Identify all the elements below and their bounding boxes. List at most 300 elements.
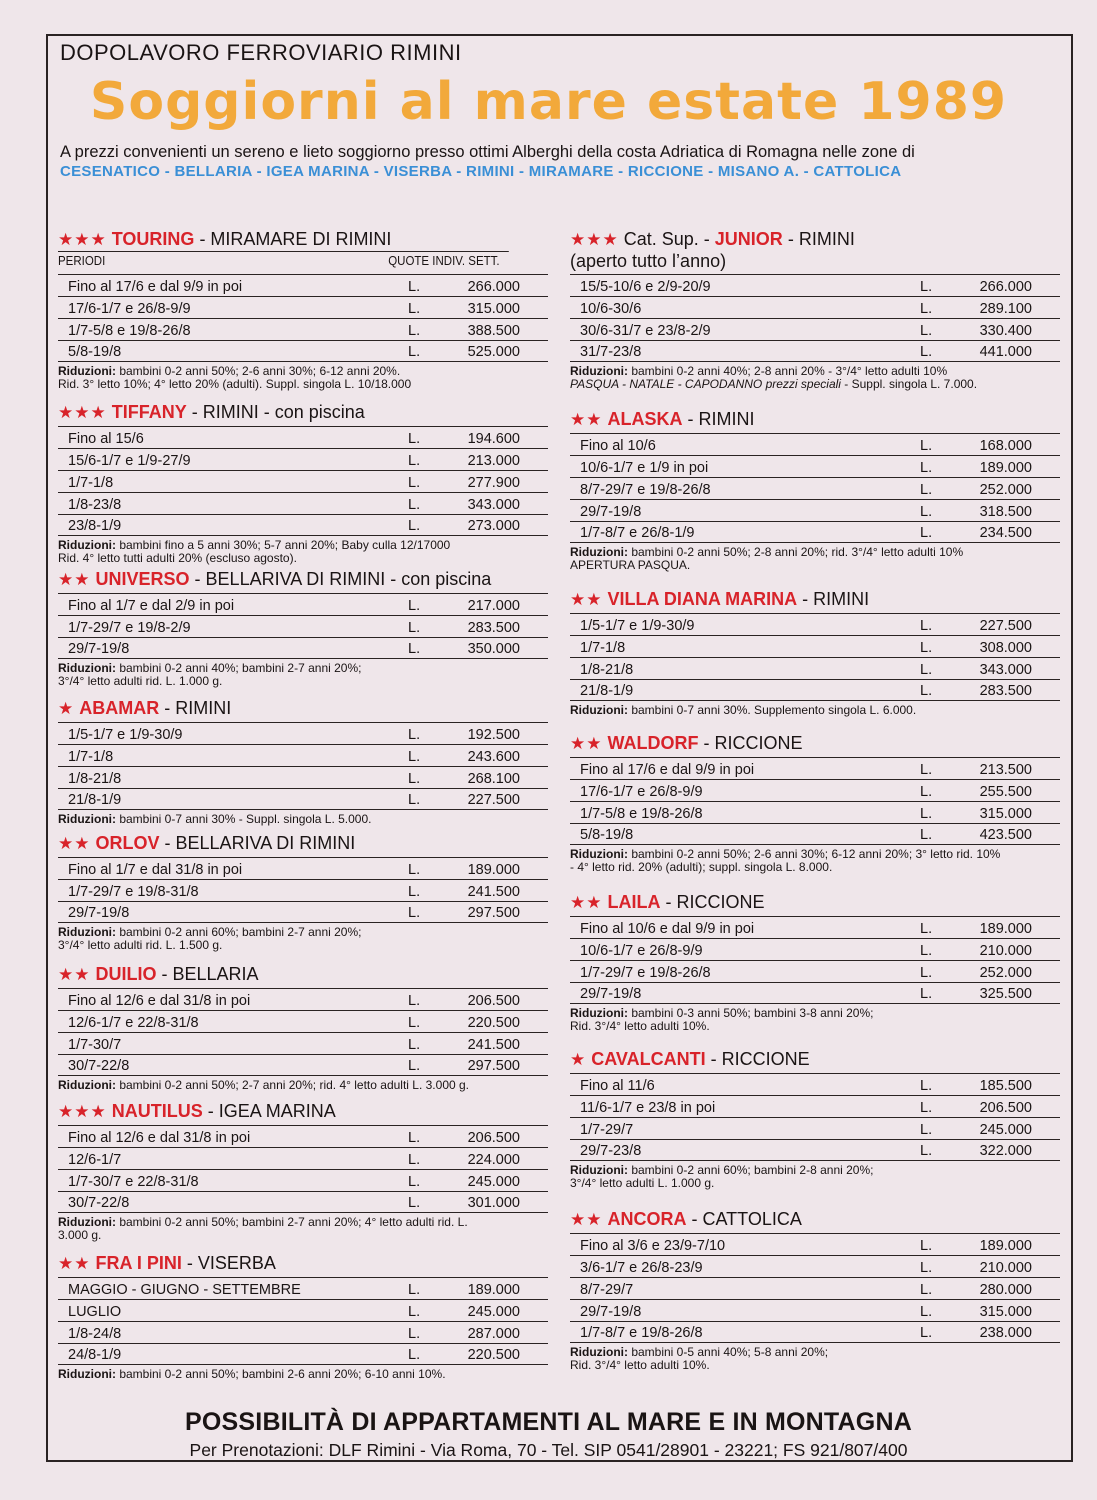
hotel-location: - VISERBA xyxy=(186,1253,276,1273)
currency-cell: L. xyxy=(920,662,933,678)
note-text-2: Rid. 3°/4° letto adulti 10%. xyxy=(570,1019,710,1033)
note-text: bambini 0-3 anni 50%; bambini 3-8 anni 20%; xyxy=(627,1006,874,1020)
currency-cell: L. xyxy=(920,762,933,778)
price-cell: 330.400 xyxy=(979,323,1032,339)
hotel-location: - BELLARIVA DI RIMINI - con piscina xyxy=(194,569,492,589)
price-cell: 297.500 xyxy=(467,905,520,921)
price-table xyxy=(570,274,1060,362)
star-rating-icon: ★★★ xyxy=(570,230,619,249)
note-label: Riduzioni: xyxy=(58,925,116,939)
price-cell: 266.000 xyxy=(979,279,1032,295)
price-cell: 189.000 xyxy=(467,1282,520,1298)
currency-cell: L. xyxy=(920,683,933,699)
period-cell: Fino al 1/7 e dal 2/9 in poi xyxy=(68,598,235,614)
currency-cell: L. xyxy=(408,431,421,447)
period-cell: 8/7-29/7 e 19/8-26/8 xyxy=(580,482,711,498)
currency-cell: L. xyxy=(920,1304,933,1320)
hotel-location: - RIMINI xyxy=(687,409,755,429)
table-row xyxy=(58,1147,548,1169)
table-row xyxy=(58,1321,548,1343)
period-cell: 15/5-10/6 e 2/9-20/9 xyxy=(580,279,711,295)
period-cell: 1/8-23/8 xyxy=(68,497,122,513)
hotel-location: - MIRAMARE DI RIMINI xyxy=(199,229,392,249)
table-row xyxy=(570,916,1060,938)
table-row xyxy=(570,318,1060,340)
price-cell: 297.500 xyxy=(467,1058,520,1074)
note-text: bambini 0-2 anni 50%; bambini 2-6 anni 20%; 6-10 anni 10%. xyxy=(115,1367,446,1381)
price-cell: 189.000 xyxy=(979,1238,1032,1254)
note-text-2: 3°/4° letto adulti rid. L. 1.500 g. xyxy=(58,938,223,952)
table-row xyxy=(58,788,548,810)
period-cell: 11/6-1/7 e 23/8 in poi xyxy=(580,1100,716,1116)
price-cell: 273.000 xyxy=(467,518,520,534)
hotel-category: Cat. Sup. - xyxy=(623,229,715,249)
table-row xyxy=(570,1233,1060,1255)
zones-list: CESENATICO - BELLARIA - IGEA MARINA - VISERBA - RIMINI - MIRAMARE - RICCIONE - MISANO A. - CATTOLICA xyxy=(60,163,902,180)
hotel-title xyxy=(58,1100,548,1123)
currency-cell: L. xyxy=(408,1174,421,1190)
reductions-note xyxy=(570,848,1060,874)
price-cell: 245.000 xyxy=(467,1304,520,1320)
price-cell: 206.500 xyxy=(467,993,520,1009)
price-cell: 322.000 xyxy=(979,1143,1032,1159)
currency-cell: L. xyxy=(920,1078,933,1094)
star-rating-icon: ★★ xyxy=(570,590,603,609)
table-row xyxy=(58,1054,548,1076)
hotel-name: FRA I PINI xyxy=(95,1253,182,1273)
note-text-2: - Suppl. singola L. 7.000. xyxy=(840,377,978,391)
hotel-location: - RIMINI xyxy=(787,229,855,249)
note-text: bambini 0-2 anni 50%; bambini 2-7 anni 20%; 4° letto adulti rid. L. xyxy=(115,1215,468,1229)
note-label: Riduzioni: xyxy=(58,812,116,826)
period-cell: Fino al 10/6 e dal 9/9 in poi xyxy=(580,921,755,937)
hotel-location: - RIMINI xyxy=(164,698,232,718)
currency-cell: L. xyxy=(408,598,421,614)
price-cell: 245.000 xyxy=(467,1174,520,1190)
period-cell: Fino al 15/6 xyxy=(68,431,144,447)
currency-cell: L. xyxy=(920,482,933,498)
table-row xyxy=(58,1299,548,1321)
star-rating-icon: ★ xyxy=(570,1050,587,1069)
table-row xyxy=(570,938,1060,960)
currency-cell: L. xyxy=(920,618,933,634)
hotel-location: - BELLARIVA DI RIMINI xyxy=(164,833,356,853)
table-row xyxy=(58,593,548,615)
price-cell: 206.500 xyxy=(467,1130,520,1146)
reductions-note xyxy=(58,662,548,688)
period-cell: 21/8-1/9 xyxy=(580,683,634,699)
price-cell: 238.000 xyxy=(979,1325,1032,1341)
price-cell: 283.500 xyxy=(979,683,1032,699)
price-cell: 441.000 xyxy=(979,344,1032,360)
table-row xyxy=(570,801,1060,823)
currency-cell: L. xyxy=(408,1304,421,1320)
hotel-ancora xyxy=(570,1208,1060,1372)
note-text-2: Rid. 3° letto 10%; 4° letto 20% (adulti). Suppl. singola L. 10/18.000 xyxy=(58,377,412,391)
period-cell: LUGLIO xyxy=(68,1304,122,1320)
hotel-title xyxy=(58,568,548,591)
currency-cell: L. xyxy=(408,862,421,878)
price-table xyxy=(570,613,1060,701)
star-rating-icon: ★★ xyxy=(58,965,91,984)
price-table xyxy=(570,433,1060,543)
note-text: bambini 0-2 anni 50%; 2-6 anni 30%; 6-12 anni 20%. xyxy=(115,364,401,378)
table-row xyxy=(58,1191,548,1213)
note-text-2: 3.000 g. xyxy=(58,1228,102,1242)
table-row xyxy=(58,901,548,923)
note-text: bambini 0-7 anni 30% - Suppl. singola L. 5.000. xyxy=(115,812,372,826)
period-cell: 10/6-30/6 xyxy=(580,301,642,317)
table-row xyxy=(570,274,1060,296)
note-label: Riduzioni: xyxy=(58,364,116,378)
price-cell: 217.000 xyxy=(467,598,520,614)
page-title: Soggiorni al mare estate 1989 xyxy=(89,72,1008,132)
currency-cell: L. xyxy=(920,1122,933,1138)
star-rating-icon: ★ xyxy=(58,699,75,718)
table-row xyxy=(58,722,548,744)
price-cell: 308.000 xyxy=(979,640,1032,656)
currency-cell: L. xyxy=(408,1130,421,1146)
star-rating-icon: ★★ xyxy=(58,834,91,853)
currency-cell: L. xyxy=(920,965,933,981)
currency-cell: L. xyxy=(920,1260,933,1276)
star-rating-icon: ★★ xyxy=(570,734,603,753)
note-text-2: 3°/4° letto adulti L. 1.000 g. xyxy=(570,1176,715,1190)
currency-cell: L. xyxy=(920,827,933,843)
table-row xyxy=(58,492,548,514)
note-text: bambini 0-5 anni 40%; 5-8 anni 20%; xyxy=(627,1345,829,1359)
table-row xyxy=(570,1139,1060,1161)
price-cell: 315.000 xyxy=(979,806,1032,822)
hotel-fra-i-pini xyxy=(58,1252,548,1381)
hotel-location: - RICCIONE xyxy=(703,733,803,753)
table-row xyxy=(570,960,1060,982)
hotel-alaska xyxy=(570,408,1060,572)
price-cell: 243.600 xyxy=(467,749,520,765)
currency-cell: L. xyxy=(408,1195,421,1211)
reductions-note xyxy=(58,539,548,565)
hotel-cavalcanti xyxy=(570,1048,1060,1190)
period-cell: Fino al 10/6 xyxy=(580,438,656,454)
price-cell: 194.600 xyxy=(467,431,520,447)
reductions-note xyxy=(570,546,1060,572)
price-table xyxy=(570,1073,1060,1161)
note-label: Riduzioni: xyxy=(58,661,116,675)
currency-cell: L. xyxy=(920,806,933,822)
hotel-title xyxy=(570,228,1060,251)
price-cell: 283.500 xyxy=(467,620,520,636)
price-cell: 245.000 xyxy=(979,1122,1032,1138)
note-text: bambini 0-2 anni 50%; 2-8 anni 20%; rid. 3°/4° letto adulti 10% xyxy=(627,545,964,559)
hotel-duilio xyxy=(58,963,548,1092)
price-cell: 220.500 xyxy=(467,1015,520,1031)
hotel-location: - CATTOLICA xyxy=(691,1209,802,1229)
currency-cell: L. xyxy=(920,279,933,295)
note-text: bambini 0-2 anni 40%; 2-8 anni 20% - 3°/4° letto adulti 10% xyxy=(627,364,948,378)
currency-cell: L. xyxy=(408,1037,421,1053)
currency-cell: L. xyxy=(408,727,421,743)
organization-name: DOPOLAVORO FERROVIARIO RIMINI xyxy=(60,40,462,65)
period-cell: 29/7-19/8 xyxy=(68,641,130,657)
period-cell: 30/7-22/8 xyxy=(68,1195,130,1211)
period-cell: 30/7-22/8 xyxy=(68,1058,130,1074)
currency-cell: L. xyxy=(920,323,933,339)
note-label: Riduzioni: xyxy=(58,1215,116,1229)
hotel-name: DUILIO xyxy=(95,964,157,984)
period-cell: 31/7-23/8 xyxy=(580,344,642,360)
hotel-abamar xyxy=(58,697,548,826)
period-cell: 1/7-8/7 e 19/8-26/8 xyxy=(580,1325,703,1341)
star-rating-icon: ★★ xyxy=(58,570,91,589)
note-text-2: 3°/4° letto adulti rid. L. 1.000 g. xyxy=(58,674,223,688)
note-text-italic: PASQUA - NATALE - CAPODANNO prezzi speciali xyxy=(570,377,841,391)
period-cell: 1/8-24/8 xyxy=(68,1326,122,1342)
price-table xyxy=(570,916,1060,1004)
period-cell: 17/6-1/7 e 26/8-9/9 xyxy=(580,784,703,800)
price-cell: 224.000 xyxy=(467,1152,520,1168)
hotel-title xyxy=(570,732,1060,755)
hotel-junior xyxy=(570,228,1060,391)
table-row xyxy=(58,1343,548,1365)
table-row xyxy=(570,1321,1060,1343)
intro-text: A prezzi convenienti un sereno e lieto soggiorno presso ottimi Alberghi della costa Adriatica di Romagna nelle zone di xyxy=(60,143,915,161)
hotel-title xyxy=(570,588,1060,611)
hotel-name: UNIVERSO xyxy=(95,569,190,589)
table-row xyxy=(58,1169,548,1191)
currency-cell: L. xyxy=(920,640,933,656)
price-cell: 350.000 xyxy=(467,641,520,657)
table-row xyxy=(58,1032,548,1054)
footer-headline: POSSIBILITÀ DI APPARTAMENTI AL MARE E IN MONTAGNA xyxy=(185,1408,912,1436)
period-cell: 1/8-21/8 xyxy=(580,662,634,678)
period-cell: 21/8-1/9 xyxy=(68,792,122,808)
currency-cell: L. xyxy=(408,323,421,339)
note-text-2: Rid. 3°/4° letto adulti 10%. xyxy=(570,1358,710,1372)
currency-cell: L. xyxy=(408,641,421,657)
note-text: bambini 0-2 anni 50%; 2-7 anni 20%; rid. 4° letto adulti L. 3.000 g. xyxy=(115,1078,470,1092)
table-row xyxy=(58,857,548,879)
currency-cell: L. xyxy=(408,1347,421,1363)
price-cell: 206.500 xyxy=(979,1100,1032,1116)
note-label: Riduzioni: xyxy=(570,1345,628,1359)
period-cell: Fino al 11/6 xyxy=(580,1078,655,1094)
price-cell: 287.000 xyxy=(467,1326,520,1342)
price-table xyxy=(570,757,1060,845)
period-cell: Fino al 17/6 e dal 9/9 in poi xyxy=(580,762,755,778)
currency-cell: L. xyxy=(408,518,421,534)
period-cell: 24/8-1/9 xyxy=(68,1347,122,1363)
hotel-waldorf xyxy=(570,732,1060,874)
footer-contact: Per Prenotazioni: DLF Rimini - Via Roma, 70 - Tel. SIP 0541/28901 - 23221; FS 921/807/400 xyxy=(189,1440,908,1460)
price-cell: 268.100 xyxy=(467,771,520,787)
star-rating-icon: ★★ xyxy=(570,410,603,429)
note-label: Riduzioni: xyxy=(58,538,116,552)
price-cell: 280.000 xyxy=(979,1282,1032,1298)
table-row xyxy=(570,340,1060,362)
price-cell: 168.000 xyxy=(979,438,1032,454)
star-rating-icon: ★★ xyxy=(570,893,603,912)
price-table xyxy=(58,988,548,1076)
table-row xyxy=(570,657,1060,679)
period-cell: 10/6-1/7 e 1/9 in poi xyxy=(580,460,709,476)
note-label: Riduzioni: xyxy=(570,1006,628,1020)
table-row xyxy=(58,296,548,318)
table-row xyxy=(570,823,1060,845)
hotel-name: ALASKA xyxy=(607,409,683,429)
price-table xyxy=(58,274,548,362)
table-row xyxy=(570,1095,1060,1117)
period-cell: 29/7-19/8 xyxy=(580,986,642,1002)
price-cell: 388.500 xyxy=(467,323,520,339)
hotel-location: - RIMINI - con piscina xyxy=(191,402,365,422)
currency-cell: L. xyxy=(920,1238,933,1254)
price-cell: 220.500 xyxy=(467,1347,520,1363)
price-cell: 325.500 xyxy=(979,986,1032,1002)
currency-cell: L. xyxy=(920,986,933,1002)
hotel-title xyxy=(58,401,548,424)
table-row xyxy=(570,296,1060,318)
hotel-nautilus xyxy=(58,1100,548,1242)
currency-cell: L. xyxy=(408,792,421,808)
currency-cell: L. xyxy=(920,344,933,360)
hotel-touring xyxy=(58,228,548,391)
table-row xyxy=(570,982,1060,1004)
price-cell: 189.000 xyxy=(979,460,1032,476)
currency-cell: L. xyxy=(408,1015,421,1031)
period-cell: 1/7-5/8 e 19/8-26/8 xyxy=(68,323,191,339)
period-cell: 1/7-30/7 xyxy=(68,1037,122,1053)
currency-cell: L. xyxy=(408,884,421,900)
note-text-2: Rid. 4° letto tutti adulti 20% (escluso agosto). xyxy=(58,551,297,565)
hotel-name: TIFFANY xyxy=(111,402,187,422)
price-cell: 227.500 xyxy=(979,618,1032,634)
table-row xyxy=(58,637,548,659)
table-row xyxy=(58,744,548,766)
table-row xyxy=(58,1010,548,1032)
currency-cell: L. xyxy=(408,497,421,513)
price-cell: 213.500 xyxy=(979,762,1032,778)
table-row xyxy=(570,521,1060,543)
period-cell: 1/7-1/8 xyxy=(68,475,114,491)
hotel-name: NAUTILUS xyxy=(111,1101,203,1121)
price-cell: 252.000 xyxy=(979,482,1032,498)
table-row xyxy=(58,470,548,492)
table-row xyxy=(570,1277,1060,1299)
period-cell: 1/7-1/8 xyxy=(68,749,114,765)
table-row xyxy=(58,1277,548,1299)
note-text: bambini 0-7 anni 30%. Supplemento singola L. 6.000. xyxy=(627,703,917,717)
currency-cell: L. xyxy=(920,1325,933,1341)
reductions-note xyxy=(58,926,548,952)
price-cell: 227.500 xyxy=(467,792,520,808)
period-cell: 10/6-1/7 e 26/8-9/9 xyxy=(580,943,703,959)
currency-cell: L. xyxy=(920,525,933,541)
hotel-title xyxy=(58,228,548,251)
currency-cell: L. xyxy=(408,905,421,921)
table-row xyxy=(570,1073,1060,1095)
currency-cell: L. xyxy=(920,1100,933,1116)
reductions-note xyxy=(570,1346,1060,1372)
period-cell: 12/6-1/7 e 22/8-31/8 xyxy=(68,1015,199,1031)
currency-cell: L. xyxy=(920,1282,933,1298)
table-row xyxy=(58,766,548,788)
currency-cell: L. xyxy=(920,301,933,317)
reductions-note xyxy=(570,1164,1060,1190)
period-cell: Fino al 12/6 e dal 31/8 in poi xyxy=(68,993,251,1009)
hotel-title xyxy=(570,408,1060,431)
table-row xyxy=(570,433,1060,455)
period-cell: 29/7-23/8 xyxy=(580,1143,642,1159)
price-table xyxy=(58,426,548,536)
price-cell: 241.500 xyxy=(467,884,520,900)
note-text: bambini 0-2 anni 40%; bambini 2-7 anni 20%; xyxy=(115,661,362,675)
currency-cell: L. xyxy=(408,620,421,636)
price-cell: 318.500 xyxy=(979,504,1032,520)
hotel-title xyxy=(58,832,548,855)
price-table xyxy=(58,722,548,810)
currency-cell: L. xyxy=(408,1152,421,1168)
period-cell: 15/6-1/7 e 1/9-27/9 xyxy=(68,453,191,469)
note-label: Riduzioni: xyxy=(570,545,628,559)
table-row xyxy=(570,613,1060,635)
currency-cell: L. xyxy=(920,784,933,800)
currency-cell: L. xyxy=(408,1282,421,1298)
price-cell: 255.500 xyxy=(979,784,1032,800)
note-text-2: APERTURA PASQUA. xyxy=(570,558,691,572)
reductions-note xyxy=(570,365,1060,391)
period-cell: 1/7-29/7 e 19/8-26/8 xyxy=(580,965,711,981)
hotel-laila xyxy=(570,891,1060,1033)
price-cell: 277.900 xyxy=(467,475,520,491)
currency-cell: L. xyxy=(920,438,933,454)
currency-cell: L. xyxy=(920,504,933,520)
period-cell: 29/7-19/8 xyxy=(580,504,642,520)
price-cell: 423.500 xyxy=(979,827,1032,843)
period-cell: 1/7-5/8 e 19/8-26/8 xyxy=(580,806,703,822)
hotel-name: LAILA xyxy=(607,892,661,912)
table-header xyxy=(58,251,509,272)
period-cell: 1/5-1/7 e 1/9-30/9 xyxy=(68,727,183,743)
period-cell: 1/7-29/7 e 19/8-31/8 xyxy=(68,884,199,900)
hotel-name: TOURING xyxy=(111,229,195,249)
hotel-name: VILLA DIANA MARINA xyxy=(607,589,798,609)
hotel-tiffany xyxy=(58,401,548,565)
table-row xyxy=(58,514,548,536)
hotel-name: JUNIOR xyxy=(714,229,783,249)
note-label: Riduzioni: xyxy=(570,1163,628,1177)
star-rating-icon: ★★ xyxy=(570,1210,603,1229)
table-row xyxy=(58,879,548,901)
table-row xyxy=(58,448,548,470)
currency-cell: L. xyxy=(920,460,933,476)
price-table xyxy=(570,1233,1060,1343)
note-label: Riduzioni: xyxy=(570,703,628,717)
table-row xyxy=(570,455,1060,477)
star-rating-icon: ★★★ xyxy=(58,1102,107,1121)
period-cell: 1/7-29/7 xyxy=(580,1122,634,1138)
price-cell: 525.000 xyxy=(467,344,520,360)
price-cell: 266.000 xyxy=(467,279,520,295)
period-cell: 12/6-1/7 xyxy=(68,1152,122,1168)
table-row xyxy=(58,340,548,362)
note-text: bambini 0-2 anni 60%; bambini 2-7 anni 20%; xyxy=(115,925,362,939)
price-table xyxy=(58,1277,548,1365)
price-cell: 192.500 xyxy=(467,727,520,743)
reductions-note xyxy=(58,365,548,391)
price-cell: 234.500 xyxy=(979,525,1032,541)
period-cell: 1/7-29/7 e 19/8-2/9 xyxy=(68,620,191,636)
price-cell: 210.000 xyxy=(979,1260,1032,1276)
